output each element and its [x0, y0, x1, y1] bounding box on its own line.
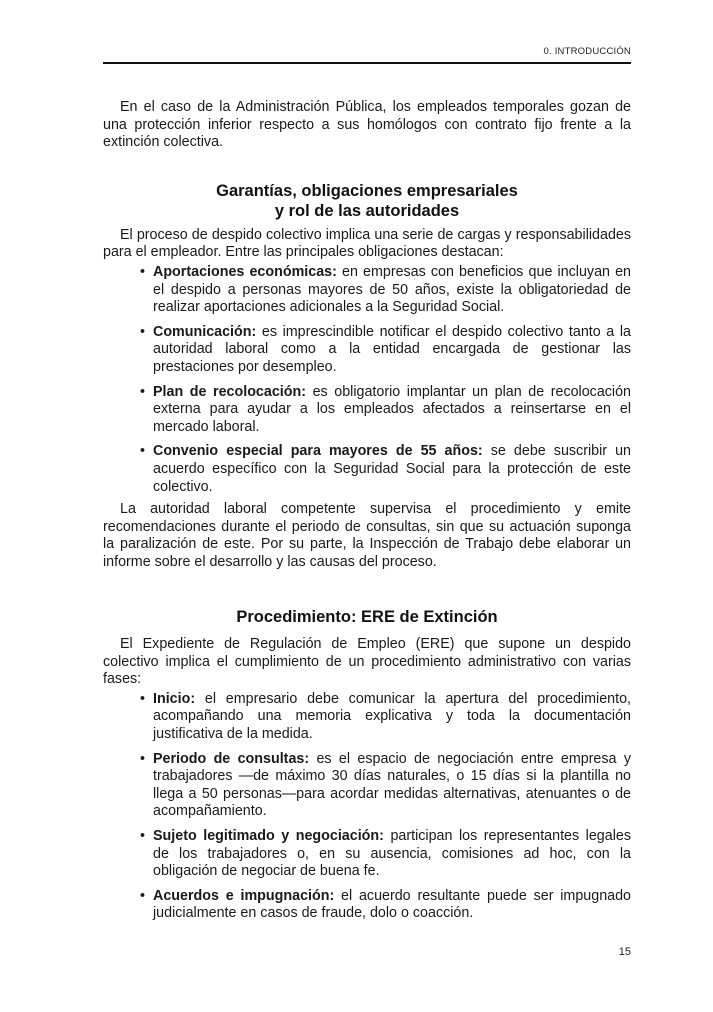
list-item [153, 443, 631, 496]
section-heading-procedure: Procedimiento: ERE de Extinción [236, 608, 498, 627]
list-item [153, 324, 631, 377]
list-item [153, 264, 631, 317]
list-item [153, 691, 631, 744]
obligations-list [103, 264, 631, 496]
heading-line-1: Garantías, obligaciones empresariales [216, 181, 518, 200]
heading-line-2: y rol de las autoridades [274, 202, 460, 221]
item-text: el acuerdo resultante puede ser impugnado judicialmente en casos de fraude, dolo o coacción. [153, 887, 632, 922]
item-term: Periodo de consultas: [153, 750, 310, 767]
list-item [153, 384, 631, 437]
page-body [103, 99, 631, 923]
item-term: Sujeto legitimado y negociación: [153, 827, 384, 844]
item-term: Plan de recolocación: [153, 383, 306, 400]
section2-lead: El Expediente de Regulación de Empleo (ERE) que supone un despido colectivo implica el cumplimiento de un procedimiento administrativo con varias fases: [103, 635, 631, 688]
item-term: Aportaciones económicas: [153, 263, 337, 280]
item-text: es el espacio de negociación entre empresa y trabajadores —de máximo 30 días naturales, o 15 días si la plantilla no llega a 50 personas—para acordar medidas alternativas, atenuantes o de acompañamiento. [153, 750, 631, 820]
phases-list [103, 691, 631, 923]
item-term: Inicio: [153, 690, 196, 707]
item-text: es obligatorio implantar un plan de recolocación externa para ayudar a los empleados afectados a reinsertarse en el mercado laboral. [153, 383, 632, 435]
section1-lead: El proceso de despido colectivo implica una serie de cargas y responsabilidades para el empleador. Entre las principales obligaciones destacan: [103, 226, 631, 261]
item-text: el empresario debe comunicar la apertura del procedimiento, acompañando una memoria explicativa y toda la documentación justificativa de la medida. [153, 690, 631, 742]
item-term: Acuerdos e impugnación: [153, 887, 335, 904]
item-text: en empresas con beneficios que incluyan en el despido a personas mayores de 50 años, existe la obligatoriedad de realizar aportaciones adicionales a la Seguridad Social. [153, 263, 631, 316]
page-number: 15 [618, 946, 631, 958]
running-header: 0. INTRODUCCIÓN [543, 46, 631, 57]
list-item [153, 828, 631, 881]
item-text: participan los representantes legales de los trabajadores o, en su ausencia, comisiones ad hoc, con la obligación de negociar de buena fe. [153, 827, 631, 880]
list-item [153, 751, 631, 821]
intro-paragraph: En el caso de la Administración Pública, los empleados temporales gozan de una protección inferior respecto a sus homólogos con contrato fijo frente a la extinción colectiva. [103, 99, 631, 151]
section1-closing: La autoridad laboral competente supervisa el procedimiento y emite recomendaciones durante el periodo de consultas, sin que su actuación suponga la paralización de este. Por su parte, la Inspección de Trabajo debe elaborar un informe sobre el desarrollo y las causas del proceso. [103, 501, 631, 570]
item-text: se debe suscribir un acuerdo específico con la Seguridad Social para la protección de este colectivo. [153, 443, 631, 495]
item-term: Comunicación: [153, 323, 257, 340]
list-item [153, 888, 631, 923]
header-rule [103, 62, 631, 64]
item-term: Convenio especial para mayores de 55 años: [153, 443, 483, 460]
section-heading-guarantees [103, 181, 631, 222]
item-text: es imprescindible notificar el despido colectivo tanto a la autoridad laboral como a la entidad encargada de gestionar las prestaciones por desempleo. [153, 323, 631, 375]
